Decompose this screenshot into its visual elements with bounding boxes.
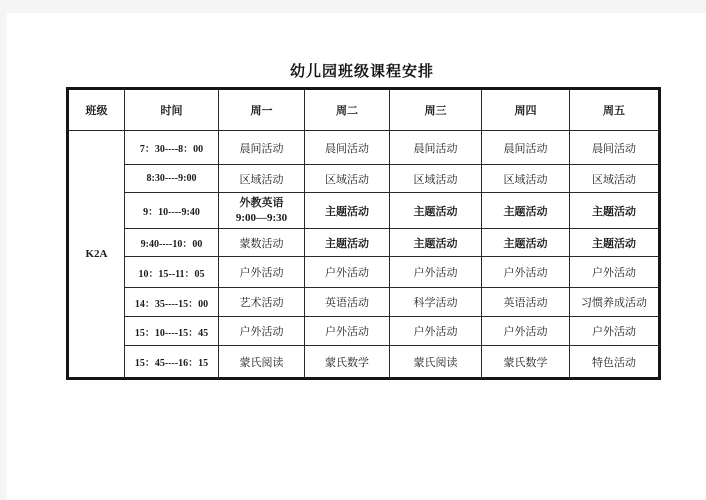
header-thursday: 周四 [482, 89, 570, 131]
activity-cell: 蒙氏阅读 [219, 346, 305, 379]
activity-cell: 艺术活动 [219, 288, 305, 317]
activity-cell: 户外活动 [570, 257, 660, 288]
table-row [68, 317, 660, 346]
table-row [68, 288, 660, 317]
activity-cell: 晨间活动 [219, 131, 305, 165]
activity-cell: 晨间活动 [390, 131, 482, 165]
time-cell: 9：10----9:40 [125, 193, 219, 229]
activity-cell: 区域活动 [482, 165, 570, 193]
header-tuesday: 周二 [305, 89, 390, 131]
table-row [68, 131, 660, 165]
activity-cell: 区域活动 [219, 165, 305, 193]
time-cell: 14：35----15：00 [125, 288, 219, 317]
activity-cell: 蒙氏数学 [305, 346, 390, 379]
table-row [68, 193, 660, 229]
activity-cell: 科学活动 [390, 288, 482, 317]
activity-cell: 主题活动 [482, 193, 570, 229]
activity-cell: 晨间活动 [570, 131, 660, 165]
page-margin-left [0, 13, 7, 500]
schedule-table [66, 87, 661, 380]
page-margin-top [0, 0, 706, 13]
time-cell: 8:30----9:00 [125, 165, 219, 193]
page-title: 幼儿园班级课程安排 [289, 64, 434, 80]
activity-cell: 主题活动 [482, 229, 570, 257]
header-row [68, 89, 660, 131]
activity-cell: 户外活动 [570, 317, 660, 346]
activity-cell: 户外活动 [482, 257, 570, 288]
time-cell: 10：15--11：05 [125, 257, 219, 288]
activity-cell: 主题活动 [305, 193, 390, 229]
activity-cell: 英语活动 [305, 288, 390, 317]
activity-cell: 户外活动 [482, 317, 570, 346]
header-time: 时间 [125, 89, 219, 131]
activity-cell: 英语活动 [482, 288, 570, 317]
header-friday: 周五 [570, 89, 660, 131]
header-class: 班级 [68, 89, 125, 131]
activity-cell: 蒙氏数学 [482, 346, 570, 379]
activity-cell: 户外活动 [305, 317, 390, 346]
schedule-body [68, 131, 660, 379]
activity-cell: 户外活动 [219, 257, 305, 288]
activity-cell: 区域活动 [390, 165, 482, 193]
class-name-cell: K2A [68, 131, 125, 379]
activity-cell: 主题活动 [570, 229, 660, 257]
activity-cell: 主题活动 [390, 229, 482, 257]
activity-cell: 晨间活动 [305, 131, 390, 165]
activity-cell: 户外活动 [305, 257, 390, 288]
table-row [68, 346, 660, 379]
table-row [68, 165, 660, 193]
activity-cell: 习惯养成活动 [570, 288, 660, 317]
time-cell: 9:40----10：00 [125, 229, 219, 257]
activity-cell: 区域活动 [305, 165, 390, 193]
activity-cell [219, 193, 305, 229]
time-cell: 15：10----15：45 [125, 317, 219, 346]
activity-cell: 区域活动 [570, 165, 660, 193]
activity-cell: 户外活动 [390, 317, 482, 346]
activity-cell: 户外活动 [219, 317, 305, 346]
activity-cell: 蒙数活动 [219, 229, 305, 257]
activity-cell: 主题活动 [390, 193, 482, 229]
header-wednesday: 周三 [390, 89, 482, 131]
time-cell: 7：30----8：00 [125, 131, 219, 165]
activity-cell: 晨间活动 [482, 131, 570, 165]
activity-cell: 蒙氏阅读 [390, 346, 482, 379]
activity-cell: 户外活动 [390, 257, 482, 288]
activity-cell: 主题活动 [570, 193, 660, 229]
time-cell: 15：45----16：15 [125, 346, 219, 379]
activity-cell: 特色活动 [570, 346, 660, 379]
activity-cell: 主题活动 [305, 229, 390, 257]
activity-line: 9:00—9:30 [235, 211, 288, 224]
table-row [68, 229, 660, 257]
activity-line: 外教英语 [239, 196, 284, 209]
table-row [68, 257, 660, 288]
header-monday: 周一 [219, 89, 305, 131]
